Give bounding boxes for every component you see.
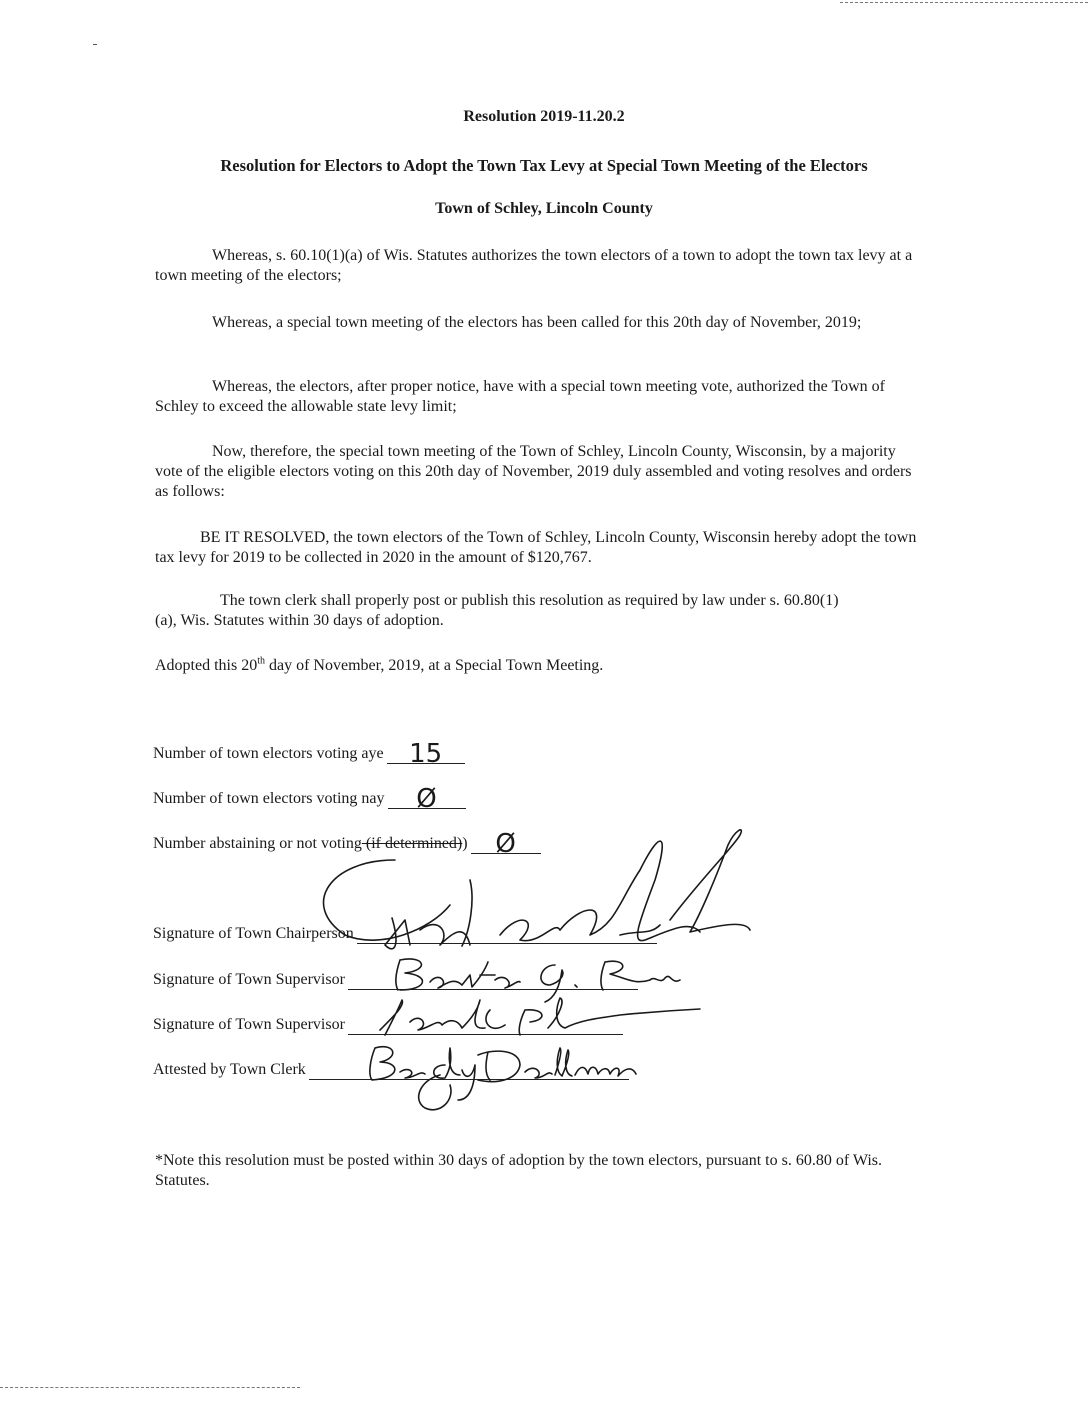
abstain-label-struck: (if determined) xyxy=(361,835,463,852)
posting-note: *Note this resolution must be posted within 30 days of adoption by the town electors, pursuant to s. 60.80 of Wis. Statutes. xyxy=(155,1152,882,1189)
whereas-meeting-paragraph: Whereas, a special town meeting of the electors has been called for this 20th day of November, 2019; xyxy=(212,314,862,331)
aye-vote-row xyxy=(153,739,465,769)
supervisor2-signature-line xyxy=(348,1016,623,1035)
adoption-date-suffix: day of November, 2019, at a Special Town Meeting. xyxy=(265,657,604,674)
whereas-statute-paragraph: Whereas, s. 60.10(1)(a) of Wis. Statutes authorizes the town electors of a town to adopt the town tax levy at a town meeting of the electors; xyxy=(155,247,913,284)
abstain-vote-row xyxy=(153,829,541,859)
nay-vote-value: Ø xyxy=(388,790,466,809)
posting-requirement-paragraph: The town clerk shall properly post or publish this resolution as required by law under s. 60.80(1)(a), Wis. Statutes within 30 days of adoption. xyxy=(155,592,839,629)
be-it-resolved-paragraph: BE IT RESOLVED, the town electors of the Town of Schley, Lincoln County, Wisconsin hereby adopt the town tax levy for 2019 to be collected in 2020 in the amount of $120,767. xyxy=(155,529,917,566)
scan-artifact-bottom xyxy=(0,1387,300,1389)
scan-speck xyxy=(93,44,97,45)
nay-vote-row xyxy=(153,784,466,814)
supervisor2-signature-row xyxy=(153,1015,623,1035)
supervisor1-signature-line xyxy=(348,971,638,990)
resolution-town: Town of Schley, Lincoln County xyxy=(435,200,653,217)
clerk-signature-label: Attested by Town Clerk xyxy=(153,1061,306,1078)
abstain-vote-value: Ø xyxy=(471,835,541,854)
abstain-label-close: ) xyxy=(462,835,468,852)
adoption-date-paragraph xyxy=(155,656,925,676)
resolution-title: Resolution for Electors to Adopt the Town Tax Levy at Special Town Meeting of the Electors xyxy=(220,156,868,175)
chair-signature-label: Signature of Town Chairperson xyxy=(153,925,354,942)
abstain-vote-label xyxy=(153,834,468,854)
aye-vote-label: Number of town electors voting aye xyxy=(153,745,384,762)
nay-vote-label: Number of town electors voting nay xyxy=(153,790,385,807)
resolution-number: Resolution 2019-11.20.2 xyxy=(463,108,625,125)
chair-signature-row xyxy=(153,924,657,944)
adoption-date-prefix: Adopted this 20 xyxy=(155,657,258,674)
supervisor1-signature-row xyxy=(153,970,638,990)
clerk-signature-line xyxy=(309,1061,629,1080)
now-therefore-paragraph: Now, therefore, the special town meeting of the Town of Schley, Lincoln County, Wisconsin, by a majority vote of the eligible electors voting on this 20th day of November, 2019 duly assembled and voting resolves and orders as follows: xyxy=(155,443,912,500)
clerk-signature-row xyxy=(153,1060,629,1080)
abstain-label-text: Number abstaining or not voting xyxy=(153,835,362,852)
scan-artifact-top xyxy=(840,2,1088,4)
supervisor2-signature-label: Signature of Town Supervisor xyxy=(153,1016,345,1033)
whereas-levy-limit-paragraph: Whereas, the electors, after proper notice, have with a special town meeting vote, authorized the Town of Schley to exceed the allowable state levy limit; xyxy=(155,378,885,415)
supervisor1-signature-label: Signature of Town Supervisor xyxy=(153,971,345,988)
aye-vote-value: 15 xyxy=(387,745,465,764)
adoption-date-ordinal: th xyxy=(257,655,265,667)
chair-signature-line xyxy=(357,925,657,944)
